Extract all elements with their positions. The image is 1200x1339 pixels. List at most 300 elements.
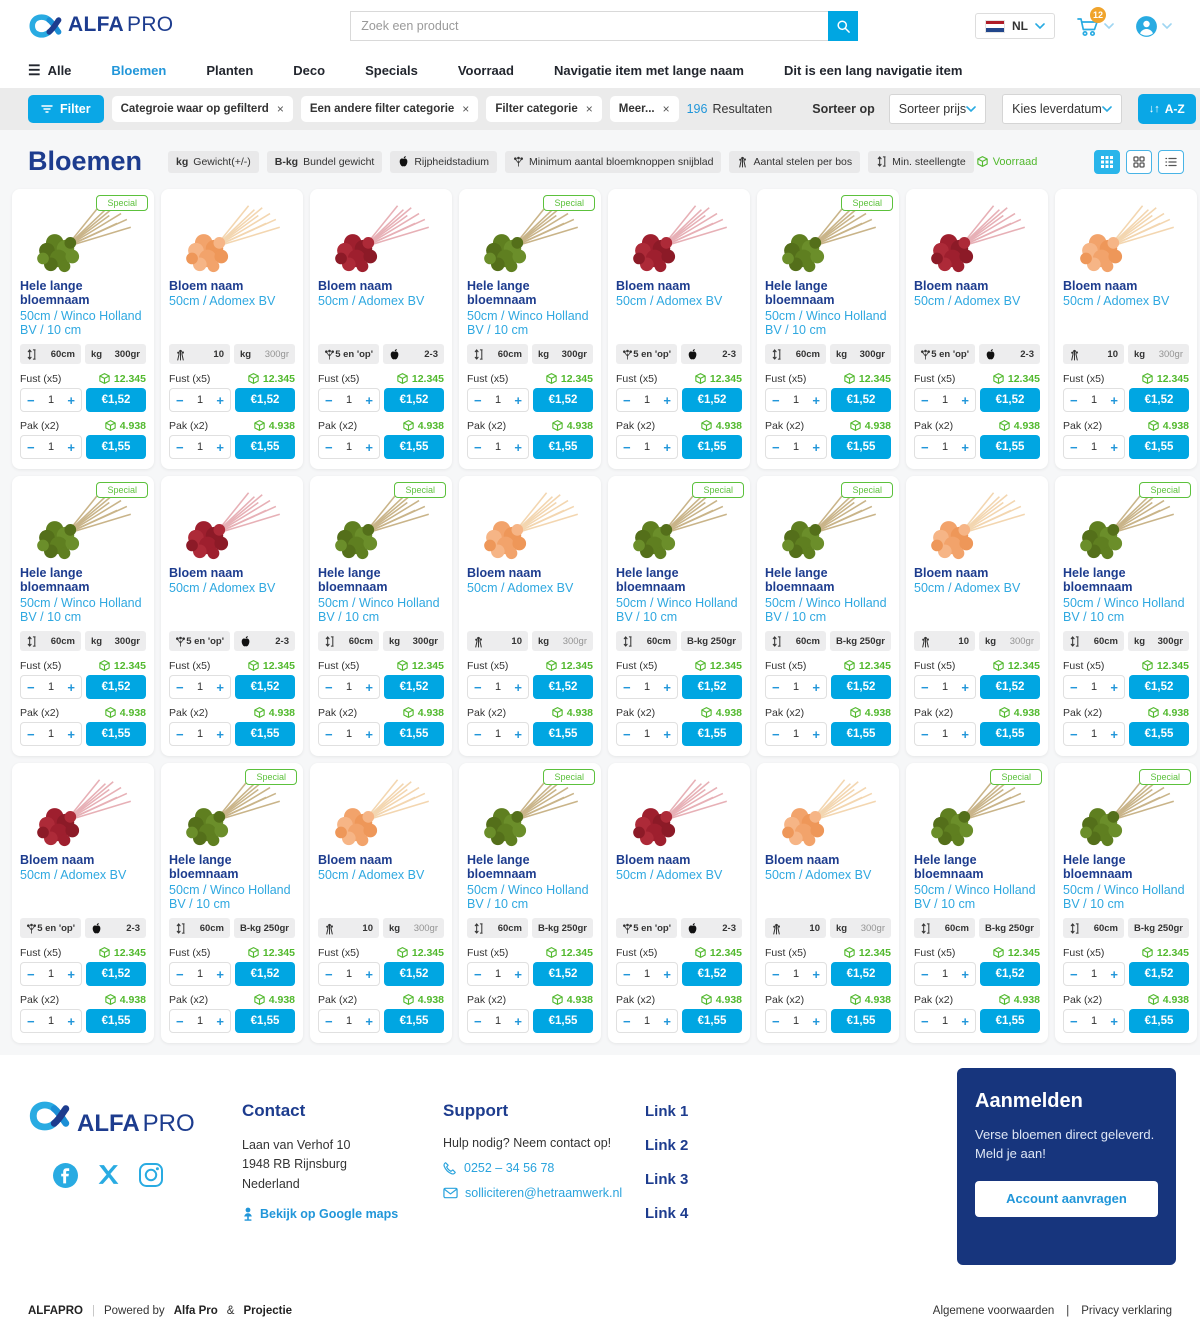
footer-logo[interactable]: ALFA PRO (28, 1101, 242, 1138)
attribute-legend (168, 151, 974, 173)
pak-quantity-stepper[interactable] (318, 1009, 380, 1033)
plus-button[interactable]: + (812, 966, 820, 982)
minus-button[interactable]: − (27, 1013, 35, 1029)
minus-button[interactable]: − (176, 392, 184, 408)
fust-price-button[interactable]: €1,52 (831, 962, 891, 986)
box-icon (253, 993, 266, 1006)
fust-price-button[interactable]: €1,52 (86, 388, 146, 412)
product-card[interactable] (459, 476, 601, 756)
product-title[interactable]: Bloem naam (616, 853, 691, 867)
product-title[interactable]: Hele lange bloemnaam (1063, 853, 1133, 882)
pak-price-button[interactable]: €1,55 (682, 435, 742, 459)
fust-price-button[interactable]: €1,52 (533, 388, 593, 412)
plus-button[interactable]: + (67, 1013, 75, 1029)
plus-button[interactable]: + (514, 392, 522, 408)
minus-button[interactable]: − (623, 392, 631, 408)
logo[interactable]: ALFA PRO (28, 13, 173, 39)
product-title[interactable]: Hele lange bloemnaam (765, 279, 835, 308)
product-title[interactable]: Bloem naam (765, 853, 840, 867)
instagram-icon[interactable] (138, 1162, 164, 1189)
minus-button[interactable]: − (1070, 679, 1078, 695)
pak-price-button[interactable]: €1,55 (235, 1009, 295, 1033)
pak-quantity-stepper[interactable] (467, 435, 529, 459)
minus-button[interactable]: − (1070, 1013, 1078, 1029)
product-title[interactable]: Bloem naam (169, 566, 244, 580)
minus-button[interactable]: − (772, 726, 780, 742)
product-card[interactable] (757, 189, 899, 469)
pak-quantity-stepper[interactable] (914, 435, 976, 459)
pak-quantity-stepper[interactable] (616, 435, 678, 459)
minus-button[interactable]: − (921, 439, 929, 455)
plus-button[interactable]: + (961, 439, 969, 455)
plus-button[interactable]: + (1110, 1013, 1118, 1029)
fust-quantity-stepper[interactable] (467, 675, 529, 699)
minus-button[interactable]: − (474, 966, 482, 982)
pak-price-button[interactable]: €1,55 (235, 435, 295, 459)
fust-quantity-stepper[interactable] (318, 675, 380, 699)
filter-chip[interactable]: Meer... × (610, 96, 679, 122)
nav-item-alle[interactable]: ☰ Alle (28, 62, 72, 78)
pak-quantity-stepper[interactable] (318, 435, 380, 459)
product-subtitle: 50cm / Winco Holland BV / 10 cm (169, 882, 291, 911)
product-title[interactable]: Bloem naam (318, 853, 393, 867)
fust-price-button[interactable]: €1,52 (1129, 675, 1189, 699)
plus-button[interactable]: + (961, 966, 969, 982)
terms-link[interactable]: Algemene voorwaarden (932, 1305, 1055, 1317)
pak-price-button[interactable]: €1,55 (235, 722, 295, 746)
address: Laan van Verhof 10 1948 RB Rijnsburg Nederland (242, 1138, 351, 1191)
pak-quantity-stepper[interactable] (616, 722, 678, 746)
fust-price-button[interactable]: €1,52 (1129, 388, 1189, 412)
plus-button[interactable]: + (663, 679, 671, 695)
minus-button[interactable]: − (772, 679, 780, 695)
pak-quantity-stepper[interactable] (20, 1009, 82, 1033)
fust-price-button[interactable]: €1,52 (682, 962, 742, 986)
facebook-icon[interactable] (52, 1162, 79, 1189)
pak-quantity-stepper[interactable] (765, 1009, 827, 1033)
fust-quantity-stepper[interactable] (1063, 675, 1125, 699)
product-title[interactable]: Hele lange bloemnaam (1063, 566, 1133, 595)
minus-button[interactable]: − (921, 966, 929, 982)
minus-button[interactable]: − (474, 726, 482, 742)
plus-button[interactable]: + (812, 392, 820, 408)
view-list-button[interactable] (1158, 150, 1184, 174)
plus-button[interactable]: + (67, 966, 75, 982)
minus-button[interactable]: − (474, 392, 482, 408)
pak-quantity-stepper[interactable] (914, 722, 976, 746)
product-title[interactable]: Bloem naam (914, 566, 989, 580)
minus-button[interactable]: − (27, 679, 35, 695)
plus-button[interactable]: + (1110, 966, 1118, 982)
sort-az-button[interactable]: ↓↑ A-Z (1138, 94, 1196, 124)
pak-quantity-stepper[interactable] (1063, 722, 1125, 746)
product-card[interactable] (1055, 476, 1197, 756)
minus-button[interactable]: − (1070, 726, 1078, 742)
minus-button[interactable]: − (1070, 966, 1078, 982)
minus-button[interactable]: − (27, 966, 35, 982)
product-card[interactable] (161, 763, 303, 1043)
plus-button[interactable]: + (961, 679, 969, 695)
minus-button[interactable]: − (623, 1013, 631, 1029)
catalog-header (0, 130, 1200, 187)
fust-price-button[interactable]: €1,52 (831, 675, 891, 699)
pak-quantity-stepper[interactable] (765, 435, 827, 459)
search-button[interactable] (828, 11, 858, 41)
pak-quantity-stepper[interactable] (1063, 435, 1125, 459)
fust-quantity-stepper[interactable] (169, 962, 231, 986)
minus-button[interactable]: − (176, 1013, 184, 1029)
plus-button[interactable]: + (663, 439, 671, 455)
plus-button[interactable]: + (812, 726, 820, 742)
fust-quantity-stepper[interactable] (765, 388, 827, 412)
pak-price-button[interactable]: €1,55 (86, 435, 146, 459)
product-card[interactable] (459, 763, 601, 1043)
account-button[interactable] (1134, 14, 1172, 39)
privacy-link[interactable]: Privacy verklaring (1081, 1305, 1172, 1317)
plus-button[interactable]: + (514, 726, 522, 742)
product-card[interactable] (906, 476, 1048, 756)
fust-quantity-stepper[interactable] (467, 388, 529, 412)
fust-price-button[interactable]: €1,52 (1129, 962, 1189, 986)
fust-quantity-stepper[interactable] (616, 388, 678, 412)
plus-button[interactable]: + (365, 679, 373, 695)
pak-quantity-stepper[interactable] (20, 722, 82, 746)
minus-button[interactable]: − (176, 679, 184, 695)
powered-by-label: Powered by (103, 1305, 165, 1317)
plus-button[interactable]: + (812, 439, 820, 455)
fust-quantity-stepper[interactable] (169, 675, 231, 699)
plus-button[interactable]: + (961, 392, 969, 408)
filter-button[interactable]: Filter (28, 95, 104, 123)
fust-price-button[interactable]: €1,52 (980, 962, 1040, 986)
plus-button[interactable]: + (216, 726, 224, 742)
product-title[interactable]: Hele lange bloemnaam (616, 566, 686, 595)
fust-price-button[interactable]: €1,52 (235, 962, 295, 986)
product-title[interactable]: Bloem naam (1063, 279, 1138, 293)
attribute-chip: 5 en 'op' (169, 631, 230, 651)
plus-button[interactable]: + (216, 966, 224, 982)
fust-price-button[interactable]: €1,52 (980, 675, 1040, 699)
pak-price-button[interactable]: €1,55 (831, 1009, 891, 1033)
product-title[interactable]: Hele lange bloemnaam (20, 279, 90, 308)
plus-button[interactable]: + (514, 439, 522, 455)
plus-button[interactable]: + (514, 679, 522, 695)
fust-quantity-stepper[interactable] (20, 962, 82, 986)
pak-price-button[interactable]: €1,55 (831, 722, 891, 746)
pak-price-button[interactable]: €1,55 (384, 722, 444, 746)
product-title[interactable]: Hele lange bloemnaam (914, 853, 984, 882)
plus-button[interactable]: + (365, 726, 373, 742)
fust-price-button[interactable]: €1,52 (384, 388, 444, 412)
plus-button[interactable]: + (514, 1013, 522, 1029)
product-card[interactable] (459, 189, 601, 469)
pak-quantity-stepper[interactable] (169, 435, 231, 459)
email-link[interactable]: solliciteren@hetraamwerk.nl (443, 1186, 645, 1200)
product-card[interactable] (608, 189, 750, 469)
fust-quantity-stepper[interactable] (914, 388, 976, 412)
product-title[interactable]: Hele lange bloemnaam (169, 853, 239, 882)
plus-button[interactable]: + (1110, 439, 1118, 455)
pak-quantity-stepper[interactable] (616, 1009, 678, 1033)
minus-button[interactable]: − (27, 726, 35, 742)
stems-icon (920, 635, 931, 648)
view-grid-dense-button[interactable] (1094, 150, 1120, 174)
footer-link-2[interactable]: Link 2 (645, 1137, 689, 1154)
product-card[interactable] (757, 763, 899, 1043)
product-card[interactable] (1055, 763, 1197, 1043)
product-image (169, 199, 295, 275)
minus-button[interactable]: − (921, 726, 929, 742)
minus-button[interactable]: − (623, 966, 631, 982)
nav-item-long-1[interactable]: Navigatie item met lange naam (553, 62, 744, 78)
product-card[interactable] (161, 476, 303, 756)
pak-quantity-stepper[interactable] (467, 1009, 529, 1033)
plus-button[interactable]: + (961, 1013, 969, 1029)
plus-button[interactable]: + (67, 679, 75, 695)
minus-button[interactable]: − (921, 679, 929, 695)
product-card[interactable] (608, 763, 750, 1043)
minus-button[interactable]: − (176, 966, 184, 982)
fust-quantity-stepper[interactable] (318, 962, 380, 986)
product-title[interactable]: Hele lange bloemnaam (765, 566, 835, 595)
plus-button[interactable]: + (663, 726, 671, 742)
plus-button[interactable]: + (1110, 679, 1118, 695)
special-badge: Special (543, 195, 595, 211)
fust-quantity-stepper[interactable] (20, 675, 82, 699)
product-card[interactable] (310, 763, 452, 1043)
minus-button[interactable]: − (474, 439, 482, 455)
pak-quantity-stepper[interactable] (914, 1009, 976, 1033)
plus-button[interactable]: + (216, 439, 224, 455)
minus-button[interactable]: − (176, 726, 184, 742)
plus-button[interactable]: + (1110, 392, 1118, 408)
minus-button[interactable]: − (27, 392, 35, 408)
minus-button[interactable]: − (623, 439, 631, 455)
pak-price-button[interactable]: €1,55 (533, 435, 593, 459)
plus-button[interactable]: + (67, 392, 75, 408)
sort-price-select[interactable]: Sorteer prijs (889, 94, 986, 124)
plus-button[interactable]: + (663, 1013, 671, 1029)
product-card[interactable] (310, 189, 452, 469)
partner-link[interactable]: Projectie (243, 1305, 293, 1317)
plus-button[interactable]: + (961, 726, 969, 742)
pak-price-button[interactable]: €1,55 (533, 722, 593, 746)
nav-item-deco[interactable]: Deco (293, 62, 326, 78)
pak-price-button[interactable]: €1,55 (1129, 435, 1189, 459)
product-title[interactable]: Hele lange bloemnaam (467, 853, 537, 882)
product-title[interactable]: Bloem naam (169, 279, 244, 293)
fust-quantity-stepper[interactable] (914, 962, 976, 986)
attribute-chip: 10 (467, 631, 528, 651)
minus-button[interactable]: − (325, 679, 333, 695)
attribute-chip: 60cm (318, 631, 379, 651)
cart-button[interactable] (1075, 10, 1114, 38)
fust-quantity-stepper[interactable] (467, 962, 529, 986)
google-maps-link[interactable]: Bekijk op Google maps (242, 1207, 443, 1221)
search-input[interactable] (350, 11, 828, 41)
pak-quantity-stepper[interactable] (318, 722, 380, 746)
plus-button[interactable]: + (663, 966, 671, 982)
footer-link-4[interactable]: Link 4 (645, 1205, 689, 1222)
product-card[interactable] (608, 476, 750, 756)
fust-quantity-stepper[interactable] (616, 675, 678, 699)
filter-chip[interactable]: Categroie waar op gefilterd × (112, 96, 293, 122)
pak-price-button[interactable]: €1,55 (86, 1009, 146, 1033)
pak-price-button[interactable]: €1,55 (1129, 1009, 1189, 1033)
minus-button[interactable]: − (325, 1013, 333, 1029)
minus-button[interactable]: − (623, 679, 631, 695)
nav-item-voorraad[interactable]: Voorraad (457, 62, 514, 78)
plus-button[interactable]: + (67, 439, 75, 455)
pak-quantity-stepper[interactable] (765, 722, 827, 746)
pak-price-button[interactable]: €1,55 (86, 722, 146, 746)
fust-price-button[interactable]: €1,52 (682, 675, 742, 699)
nav-item-bloemen[interactable]: Bloemen (111, 62, 167, 78)
pak-quantity-stepper[interactable] (169, 1009, 231, 1033)
minus-button[interactable]: − (921, 392, 929, 408)
fust-quantity-stepper[interactable] (1063, 388, 1125, 412)
pak-quantity-stepper[interactable] (467, 722, 529, 746)
fust-label: Fust (x5) (1063, 946, 1105, 959)
fust-price-button[interactable]: €1,52 (86, 962, 146, 986)
product-card[interactable] (1055, 189, 1197, 469)
product-subtitle: 50cm / Winco Holland BV / 10 cm (765, 308, 887, 337)
plus-button[interactable]: + (365, 392, 373, 408)
plus-button[interactable]: + (216, 392, 224, 408)
pak-price-button[interactable]: €1,55 (980, 1009, 1040, 1033)
pak-quantity-stepper[interactable] (20, 435, 82, 459)
pak-price-button[interactable]: €1,55 (682, 722, 742, 746)
plus-button[interactable]: + (1110, 726, 1118, 742)
plus-button[interactable]: + (812, 1013, 820, 1029)
pak-price-button[interactable]: €1,55 (831, 435, 891, 459)
fust-price-button[interactable]: €1,52 (384, 962, 444, 986)
pak-price-button[interactable]: €1,55 (980, 435, 1040, 459)
x-twitter-icon[interactable] (96, 1162, 121, 1189)
fust-quantity-stepper[interactable] (20, 388, 82, 412)
product-title[interactable]: Hele lange bloemnaam (467, 279, 537, 308)
plus-button[interactable]: + (514, 966, 522, 982)
minus-button[interactable]: − (772, 392, 780, 408)
product-card[interactable] (906, 189, 1048, 469)
product-card[interactable] (12, 189, 154, 469)
minus-button[interactable]: − (325, 439, 333, 455)
fust-quantity-stepper[interactable] (765, 675, 827, 699)
minus-button[interactable]: − (1070, 439, 1078, 455)
product-title[interactable]: Bloem naam (616, 279, 691, 293)
powered-brand-link[interactable]: Alfa Pro (173, 1305, 218, 1317)
language-selector[interactable]: NL (975, 13, 1055, 39)
fust-quantity-stepper[interactable] (318, 388, 380, 412)
product-title[interactable]: Hele lange bloemnaam (20, 566, 90, 595)
delivery-date-select[interactable]: Kies leverdatum (1002, 94, 1122, 124)
view-grid-button[interactable] (1126, 150, 1152, 174)
fust-quantity-stepper[interactable] (169, 388, 231, 412)
product-card[interactable] (161, 189, 303, 469)
fust-quantity-stepper[interactable] (616, 962, 678, 986)
minus-button[interactable]: − (176, 439, 184, 455)
plus-button[interactable]: + (663, 392, 671, 408)
filter-chip[interactable]: Een andere filter categorie × (301, 96, 478, 122)
plus-button[interactable]: + (365, 966, 373, 982)
nav-item-long-2[interactable]: Dit is een lang navigatie item (783, 62, 963, 78)
minus-button[interactable]: − (27, 439, 35, 455)
nav-item-specials[interactable]: Specials (365, 62, 418, 78)
filter-chip[interactable]: Filter categorie × (486, 96, 601, 122)
fust-stock: 12.345 (98, 659, 146, 672)
plus-button[interactable]: + (216, 1013, 224, 1029)
footer-link-3[interactable]: Link 3 (645, 1171, 689, 1188)
fust-price-button[interactable]: €1,52 (235, 675, 295, 699)
pak-price-button[interactable]: €1,55 (682, 1009, 742, 1033)
product-card[interactable] (757, 476, 899, 756)
fust-quantity-stepper[interactable] (765, 962, 827, 986)
pak-quantity-stepper[interactable] (169, 722, 231, 746)
fust-price-button[interactable]: €1,52 (980, 388, 1040, 412)
fust-price-button[interactable]: €1,52 (533, 962, 593, 986)
pak-price-button[interactable]: €1,55 (533, 1009, 593, 1033)
plus-button[interactable]: + (67, 726, 75, 742)
product-title[interactable]: Bloem naam (914, 279, 989, 293)
product-title[interactable]: Hele lange bloemnaam (318, 566, 388, 595)
product-card[interactable] (906, 763, 1048, 1043)
fust-quantity-stepper[interactable] (914, 675, 976, 699)
minus-button[interactable]: − (772, 966, 780, 982)
footer-link-1[interactable]: Link 1 (645, 1103, 689, 1120)
ampersand: & (226, 1305, 235, 1317)
pak-price-button[interactable]: €1,55 (384, 435, 444, 459)
pak-price-button[interactable]: €1,55 (1129, 722, 1189, 746)
minus-button[interactable]: − (772, 1013, 780, 1029)
minus-button[interactable]: − (325, 726, 333, 742)
plus-button[interactable]: + (216, 679, 224, 695)
fust-price-button[interactable]: €1,52 (86, 675, 146, 699)
phone-link[interactable]: 0252 – 34 56 78 (443, 1161, 645, 1175)
nav-item-planten[interactable]: Planten (206, 62, 254, 78)
fust-price-button[interactable]: €1,52 (235, 388, 295, 412)
plus-button[interactable]: + (812, 679, 820, 695)
minus-button[interactable]: − (1070, 392, 1078, 408)
minus-button[interactable]: − (623, 726, 631, 742)
product-title[interactable]: Bloem naam (20, 853, 95, 867)
fust-price-button[interactable]: €1,52 (831, 388, 891, 412)
product-title[interactable]: Bloem naam (318, 279, 393, 293)
minus-button[interactable]: − (474, 1013, 482, 1029)
fust-price-button[interactable]: €1,52 (682, 388, 742, 412)
product-card[interactable] (310, 476, 452, 756)
fust-price-button[interactable]: €1,52 (384, 675, 444, 699)
minus-button[interactable]: − (474, 679, 482, 695)
plus-button[interactable]: + (365, 1013, 373, 1029)
pak-price-button[interactable]: €1,55 (980, 722, 1040, 746)
box-icon (694, 946, 707, 959)
minus-button[interactable]: − (772, 439, 780, 455)
pak-price-button[interactable]: €1,55 (384, 1009, 444, 1033)
product-card[interactable] (12, 763, 154, 1043)
product-card[interactable] (12, 476, 154, 756)
fust-quantity-stepper[interactable] (1063, 962, 1125, 986)
minus-button[interactable]: − (325, 392, 333, 408)
request-account-button[interactable]: Account aanvragen (975, 1181, 1158, 1217)
height-icon (473, 348, 484, 361)
fust-price-button[interactable]: €1,52 (533, 675, 593, 699)
product-title[interactable]: Bloem naam (467, 566, 542, 580)
pak-quantity-stepper[interactable] (1063, 1009, 1125, 1033)
plus-button[interactable]: + (365, 439, 373, 455)
minus-button[interactable]: − (921, 1013, 929, 1029)
minus-button[interactable]: − (325, 966, 333, 982)
box-icon (247, 659, 260, 672)
